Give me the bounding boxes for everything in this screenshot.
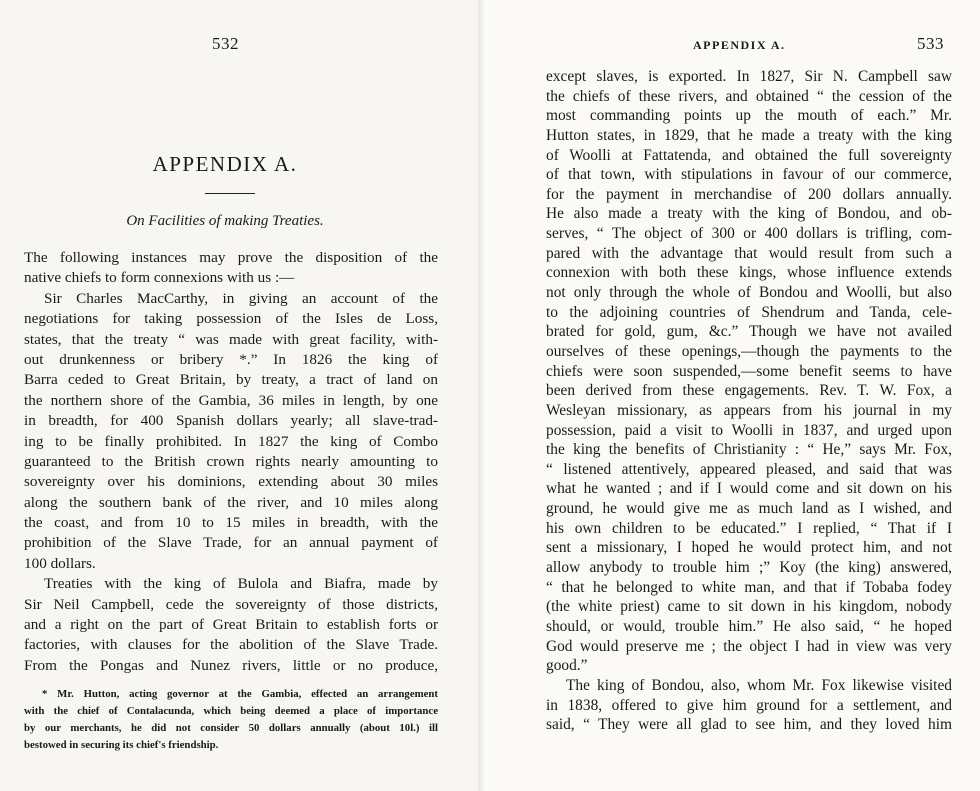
text-line: most commanding points up the mouth of each.” Mr. bbox=[546, 107, 952, 125]
footnote-line: by our merchants, he did not consider 50 dollars annually (about 10l.) ill bbox=[24, 722, 438, 734]
text-line: good.” bbox=[546, 657, 588, 675]
text-line: ground, he would give me as much land as I wished, and bbox=[546, 500, 952, 518]
text-line: brated for gold, gum, &c.” Though we have not availed bbox=[546, 323, 952, 341]
text-line: said, “ They were all glad to see him, and they loved him bbox=[546, 716, 952, 734]
appendix-title: APPENDIX A. bbox=[152, 152, 298, 176]
text-line: factories, with clauses for the abolition of the Slave Trade. bbox=[24, 636, 438, 654]
text-line: ourselves of these openings,—though the payments to the bbox=[546, 342, 952, 360]
text-line: The following instances may prove the disposition of the bbox=[24, 249, 438, 266]
text-line: 100 dollars. bbox=[24, 554, 96, 572]
text-line: except slaves, is exported. In 1827, Sir N. Campbell saw bbox=[546, 68, 952, 85]
text-line: “ that he belonged to white man, and that if Tobaba fodey bbox=[546, 578, 952, 596]
text-line: He also made a treaty with the king of Bondou, and ob- bbox=[546, 205, 952, 223]
text-line: of that town, with stipulations in favour of our commerce, bbox=[546, 166, 952, 184]
footnote-line: * Mr. Hutton, acting governor at the Gambia, effected an arrangement bbox=[42, 688, 438, 700]
text-line: Wesleyan missionary, as appears from his journal in my bbox=[546, 401, 952, 419]
text-line: chiefs were soon suspended,—some benefit seems to have bbox=[546, 362, 952, 380]
left-body-text bbox=[24, 248, 438, 676]
text-line: possession, paid a visit to Woolli in 1837, and urged upon bbox=[546, 421, 952, 439]
text-line: negotiations for taking possession of the Isles de Loss, bbox=[24, 310, 438, 328]
text-line: Barra ceded to Great Britain, by treaty, a tract of land on bbox=[24, 371, 438, 389]
text-line: sent a missionary, I hoped he would protect him, and not bbox=[546, 539, 952, 557]
text-line: serves, “ The object of 300 or 400 dollars is trifling, com- bbox=[546, 225, 952, 243]
section-subtitle: On Facilities of making Treaties. bbox=[126, 213, 324, 229]
text-line: to the adjoining countries of Shendrum and Tanda, cele- bbox=[546, 303, 952, 321]
text-line: prohibition of the Slave Trade, for an annual payment of bbox=[24, 534, 438, 552]
text-line: in 1838, offered to give him ground for a settlement, and bbox=[546, 696, 952, 714]
text-line: in breadth, for 400 Spanish dollars yearly; all slave-trad- bbox=[24, 412, 438, 430]
running-head: APPENDIX A. bbox=[693, 38, 786, 52]
text-line: connexion with both these kings, whose influence extends bbox=[546, 264, 952, 282]
text-line: and a right on the part of Great Britain to establish forts or bbox=[24, 616, 438, 634]
page-number: 533 bbox=[917, 34, 944, 53]
text-line: along the southern bank of the river, and 10 miles along bbox=[24, 493, 438, 511]
text-line: “ listened attentively, appeared pleased, and said that was bbox=[546, 460, 952, 478]
text-line: been derived from these engagements. Rev. T. W. Fox, a bbox=[546, 382, 952, 400]
text-line: sovereignty over his dominions, extending about 30 miles bbox=[24, 473, 438, 491]
footnote-line: bestowed in securing its chief's friendship. bbox=[24, 739, 219, 751]
title-rule bbox=[205, 193, 255, 194]
text-line: what he wanted ; and if I would come and sit down on his bbox=[546, 480, 952, 498]
page-number: 532 bbox=[212, 34, 239, 53]
text-line: From the Pongas and Nunez rivers, little or no produce, bbox=[24, 656, 438, 674]
footnote-line: with the chief of Contalacunda, which being deemed a place of importance bbox=[24, 705, 438, 717]
text-line: out drunkenness or bribery *.” In 1826 the king of bbox=[24, 350, 438, 368]
text-line: ing to be finally prohibited. In 1827 the king of Combo bbox=[24, 432, 438, 450]
text-line: the northern shore of the Gambia, 36 miles in length, by one bbox=[24, 391, 438, 409]
text-line: his own children to be educated.” I replied, “ That if I bbox=[546, 519, 952, 537]
text-line: Treaties with the king of Bulola and Biafra, made by bbox=[44, 575, 438, 593]
text-line: the coast, and from 10 to 15 miles in breadth, with the bbox=[24, 514, 438, 532]
text-line: for the payment in merchandise of 200 dollars annually. bbox=[546, 185, 952, 203]
text-line: guaranteed to the British crown rights nearly amounting to bbox=[24, 452, 438, 470]
text-line: pared with the advantage that would result from such a bbox=[546, 244, 952, 262]
text-line: not only through the whole of Bondou and Woolli, but also bbox=[546, 284, 952, 302]
text-line: allow anybody to trouble him ;” Koy (the king) answered, bbox=[546, 559, 952, 577]
text-line: (the white priest) came to sit down in his kingdom, nobody bbox=[546, 598, 952, 616]
text-line: of Woolli at Fattatenda, and obtained the full sovereignty bbox=[546, 146, 952, 164]
text-line: The king of Bondou, also, whom Mr. Fox likewise visited bbox=[566, 676, 952, 694]
text-line: Hutton states, in 1829, that he made a treaty with the king bbox=[546, 126, 952, 144]
text-line: the chiefs of these rivers, and obtained “ the cession of the bbox=[546, 87, 952, 105]
left-page bbox=[0, 0, 480, 791]
text-line: Sir Charles MacCarthy, in giving an account of the bbox=[44, 289, 438, 307]
text-line: states, that the treaty “ was made with great facility, with- bbox=[24, 330, 438, 348]
footnote bbox=[24, 686, 438, 754]
text-line: Sir Neil Campbell, cede the sovereignty of those districts, bbox=[24, 595, 438, 613]
text-line: God would preserve me ; the object I had in view was very bbox=[546, 637, 952, 655]
right-page bbox=[490, 0, 980, 791]
text-line: should, or would, trouble him.” He also said, “ he hoped bbox=[546, 617, 952, 635]
right-body-text bbox=[546, 67, 952, 735]
text-line: the king the benefits of Christianity : “ He,” says Mr. Fox, bbox=[546, 441, 952, 459]
text-line: native chiefs to form connexions with us :— bbox=[24, 269, 295, 287]
